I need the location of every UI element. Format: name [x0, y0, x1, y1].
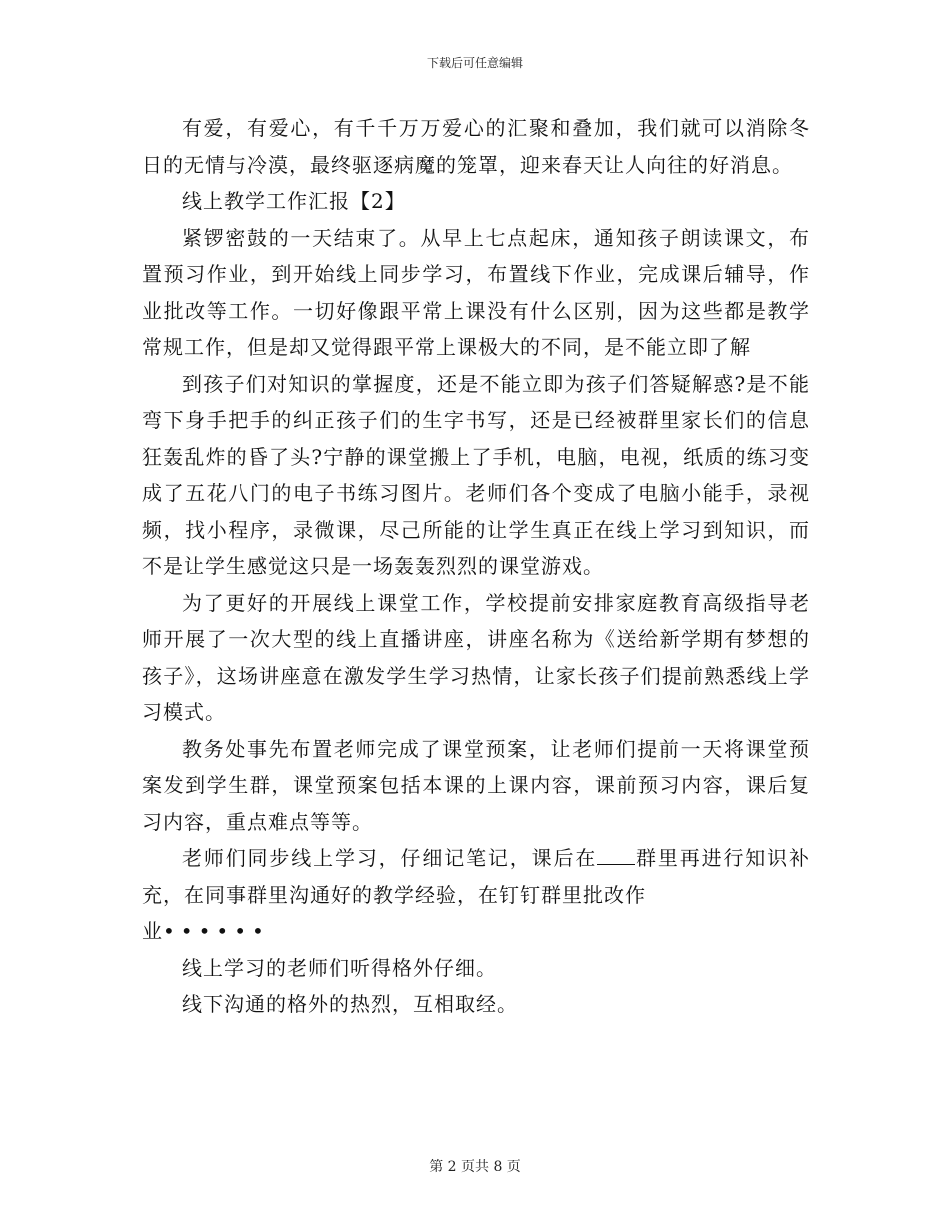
page-footer: 第 2 页共 8 页 [429, 1159, 521, 1175]
paragraph-5: 教务处事先布置老师完成了课堂预案，让老师们提前一天将课堂预案发到学生群，课堂预案包括本课的上课内容，课前预习内容，课后复习内容，重点难点等等。 [142, 736, 810, 834]
paragraph-3: 到孩子们对知识的掌握度，还是不能立即为孩子们答疑解惑?是不能弯下身手把手的纠正孩子们的生字书写，还是已经被群里家长们的信息狂轰乱炸的昏了头?宁静的课堂搬上了手机，电脑，电视，纸质的练习变成了五花八门的电子书练习图片。老师们各个变成了电脑小能手，录视频，找小程序，录微课，尽己所能的让学生真正在线上学习到知识，而不是让学生感觉这只是一场轰轰烈烈的课堂游戏。 [142, 371, 810, 578]
paragraph-6-end: 群里再进行知识补充，在同事群里沟通好的教学经验，在钉钉群里批改作 [142, 846, 811, 907]
paragraph-6 [142, 840, 810, 913]
paragraph-7: 线上学习的老师们听得格外仔细。 [182, 955, 497, 980]
paragraph-2: 紧锣密鼓的一天结束了。从早上七点起床，通知孩子朗读课文，布置预习作业，到开始线上同步学习，布置线下作业，完成课后辅导，作业批改等工作。一切好像跟平常上课没有什么区别，因为这些都是教学常规工作，但是却又觉得跟平常上课极大的不同，是不能立即了解 [142, 225, 810, 359]
fill-in-blank [597, 848, 635, 865]
paragraph-6-last-line [142, 913, 810, 950]
page-header: 下载后可任意编辑 [426, 56, 523, 70]
paragraph-4: 为了更好的开展线上课堂工作，学校提前安排家庭教育高级指导老师开展了一次大型的线上直播讲座，讲座名称为《送给新学期有梦想的孩子》，这场讲座意在激发学生学习热情，让家长孩子们提前熟悉线上学习模式。 [142, 590, 810, 724]
paragraph-6-start: 老师们同步线上学习，仔细记笔记，课后在 [182, 846, 598, 870]
paragraph-6-last-char: 业 [142, 919, 163, 943]
paragraph-1: 有爱，有爱心，有千千万万爱心的汇聚和叠加，我们就可以消除冬日的无情与冷漠，最终驱逐病魔的笼罩，迎来春天让人向往的好消息。 [142, 116, 810, 177]
ellipsis-dots: •••••• [163, 919, 270, 943]
paragraph-8: 线下沟通的格外的热烈，互相取经。 [182, 992, 518, 1016]
document-body [142, 110, 810, 1023]
section-heading: 线上教学工作汇报【2】 [182, 189, 406, 213]
